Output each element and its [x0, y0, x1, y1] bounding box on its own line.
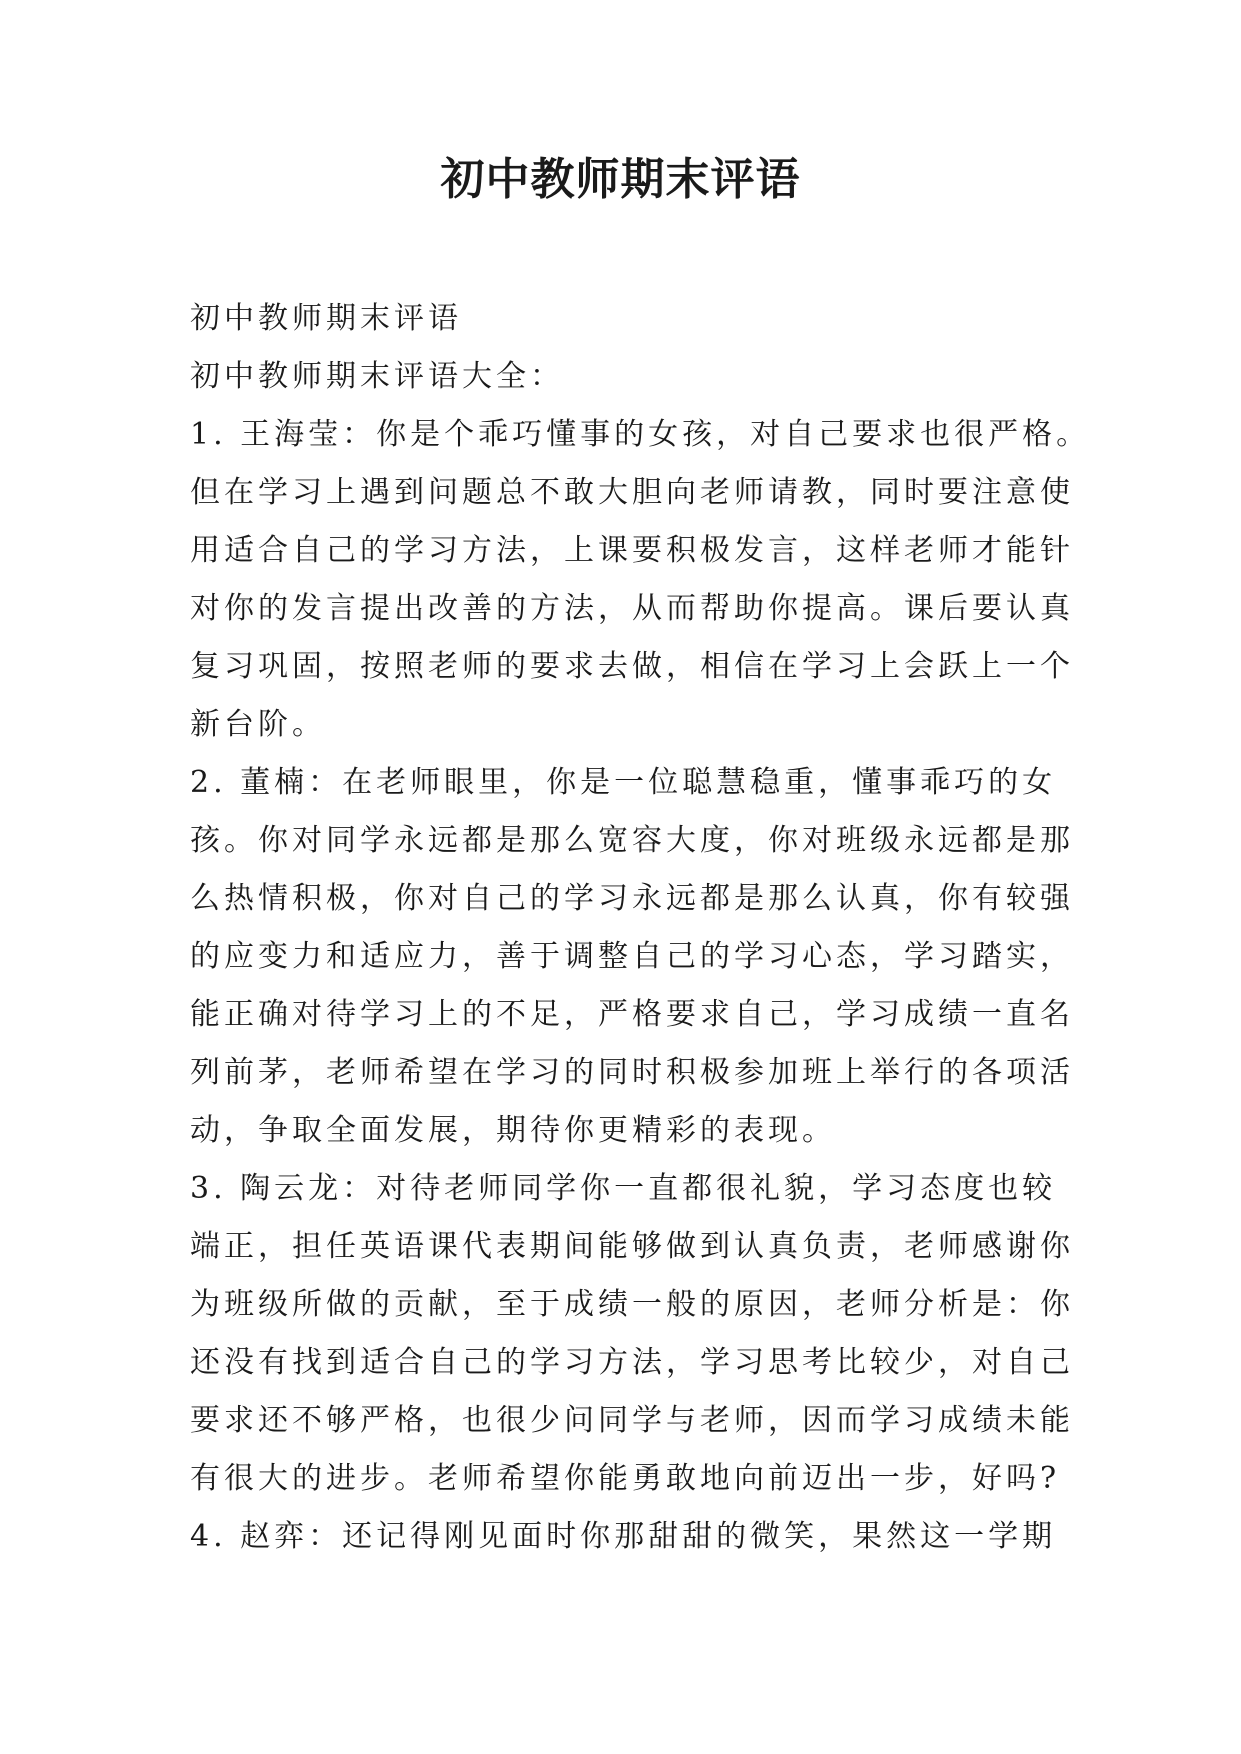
text-line: 的应变力和适应力，善于调整自己的学习心态，学习踏实， [190, 939, 1074, 974]
text-line: 孩。你对同学永远都是那么宽容大度，你对班级永远都是那 [190, 823, 1074, 858]
document-title: 初中教师期末评语 [440, 154, 801, 205]
text-line: 4. 赵弈：还记得刚见面时你那甜甜的微笑，果然这一学期 [190, 1519, 1057, 1554]
text-line: 要求还不够严格，也很少问同学与老师，因而学习成绩未能 [190, 1403, 1074, 1438]
text-line: 列前茅，老师希望在学习的同时积极参加班上举行的各项活 [190, 1055, 1074, 1090]
text-line: 还没有找到适合自己的学习方法，学习思考比较少，对自己 [190, 1345, 1074, 1380]
text-line: 复习巩固，按照老师的要求去做，相信在学习上会跃上一个 [190, 649, 1074, 684]
text-line: 1. 王海莹：你是个乖巧懂事的女孩，对自己要求也很严格。 [190, 417, 1091, 452]
text-line: 端正，担任英语课代表期间能够做到认真负责，老师感谢你 [190, 1229, 1074, 1264]
text-line: 3. 陶云龙：对待老师同学你一直都很礼貌，学习态度也较 [190, 1171, 1057, 1206]
document-body [190, 290, 1091, 1566]
text-line: 2. 董楠：在老师眼里，你是一位聪慧稳重，懂事乖巧的女 [190, 765, 1057, 800]
text-line: 动，争取全面发展，期待你更精彩的表现。 [190, 1113, 836, 1148]
text-line: 用适合自己的学习方法，上课要积极发言，这样老师才能针 [190, 533, 1074, 568]
text-line: 么热情积极，你对自己的学习永远都是那么认真，你有较强 [190, 881, 1074, 916]
text-line: 为班级所做的贡献，至于成绩一般的原因，老师分析是：你 [190, 1287, 1074, 1322]
text-line: 有很大的进步。老师希望你能勇敢地向前迈出一步，好吗? [190, 1461, 1061, 1496]
text-line: 初中教师期末评语大全： [190, 359, 564, 394]
text-line: 但在学习上遇到问题总不敢大胆向老师请教，同时要注意使 [190, 475, 1074, 510]
text-line: 新台阶。 [190, 707, 326, 742]
text-line: 初中教师期末评语 [190, 301, 462, 336]
text-line: 对你的发言提出改善的方法，从而帮助你提高。课后要认真 [190, 591, 1074, 626]
text-line: 能正确对待学习上的不足，严格要求自己，学习成绩一直名 [190, 997, 1074, 1032]
